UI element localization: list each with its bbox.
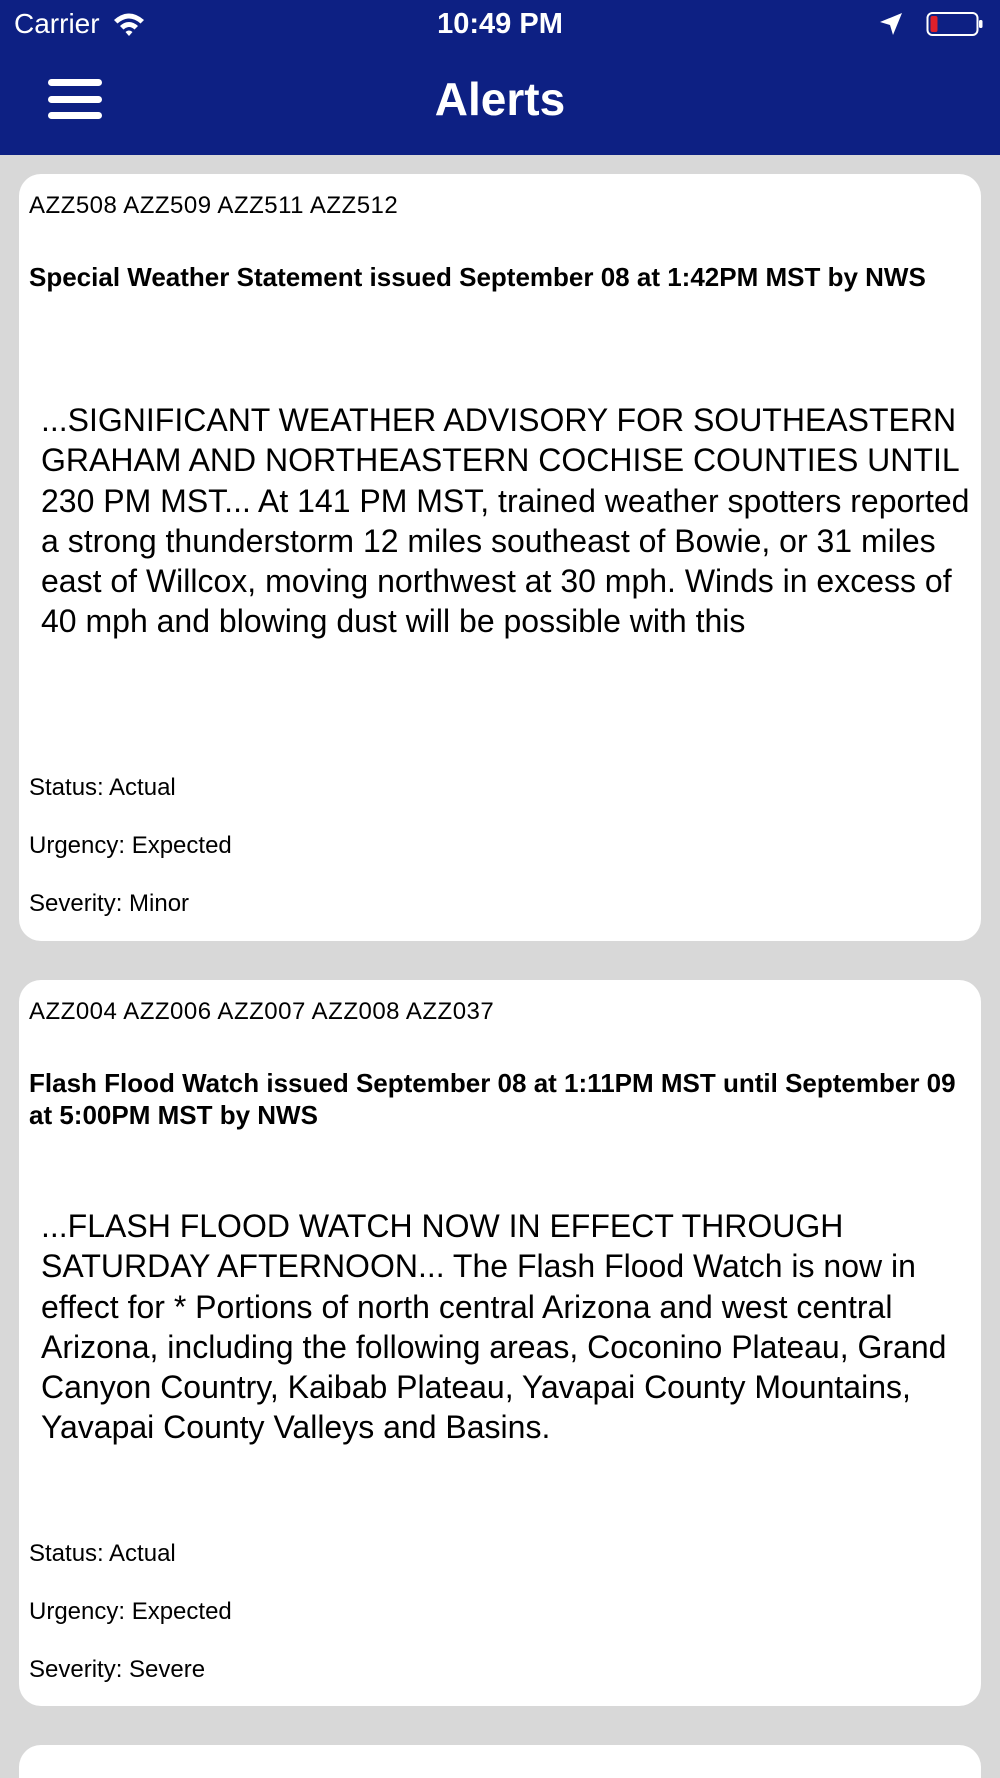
alert-urgency: Urgency: Expected xyxy=(29,832,232,859)
alert-zones: AZZ508 AZZ509 AZZ511 AZZ512 xyxy=(29,192,399,219)
alert-severity: Severity: Severe xyxy=(29,1656,206,1683)
alert-headline: Flash Flood Watch issued September 08 at 1:11PM MST until September 09 at 5:00PM MST by NWS xyxy=(29,1068,956,1130)
location-arrow-icon xyxy=(878,11,904,37)
alert-card[interactable] xyxy=(19,980,981,1706)
status-time: 10:49 PM xyxy=(437,8,563,40)
alert-status: Status: Actual xyxy=(29,774,176,801)
alert-status: Status: Actual xyxy=(29,1540,176,1567)
carrier-label: Carrier xyxy=(14,8,100,39)
navigation-bar xyxy=(0,50,1000,155)
status-right-icons xyxy=(878,10,984,38)
alert-card[interactable] xyxy=(19,174,981,941)
alert-description: ...FLASH FLOOD WATCH NOW IN EFFECT THROUGH SATURDAY AFTERNOON... The Flash Flood Watch is now in effect for * Portions of north central Arizona and west central Arizona, including the following areas, Coconino Plateau, Grand Canyon Country, Kaibab Plateau, Yavapai County Mountains, Yavapai County Valleys and Basins. xyxy=(41,1208,947,1446)
alert-headline: Special Weather Statement issued September 08 at 1:42PM MST by NWS xyxy=(29,262,926,292)
battery-icon xyxy=(926,10,984,38)
alerts-list[interactable] xyxy=(0,155,1000,1778)
page-title: Alerts xyxy=(434,73,566,125)
alert-zones: AZZ004 AZZ006 AZZ007 AZZ008 AZZ037 xyxy=(29,998,495,1025)
alert-description: ...SIGNIFICANT WEATHER ADVISORY FOR SOUTHEASTERN GRAHAM AND NORTHEASTERN COCHISE COUNTIES UNTIL 230 PM MST... At 141 PM MST, trained weather spotters reported a strong thunderstorm 12 miles southeast of Bowie, or 31 miles east of Willcox, moving northwest at 30 mph. Winds in excess of 40 mph and blowing dust will be possible with this xyxy=(41,402,970,640)
alert-urgency: Urgency: Expected xyxy=(29,1598,232,1625)
alert-card-partial[interactable] xyxy=(19,1745,981,1778)
app-header xyxy=(0,0,1000,155)
alert-severity: Severity: Minor xyxy=(29,890,190,917)
status-bar xyxy=(0,0,1000,50)
